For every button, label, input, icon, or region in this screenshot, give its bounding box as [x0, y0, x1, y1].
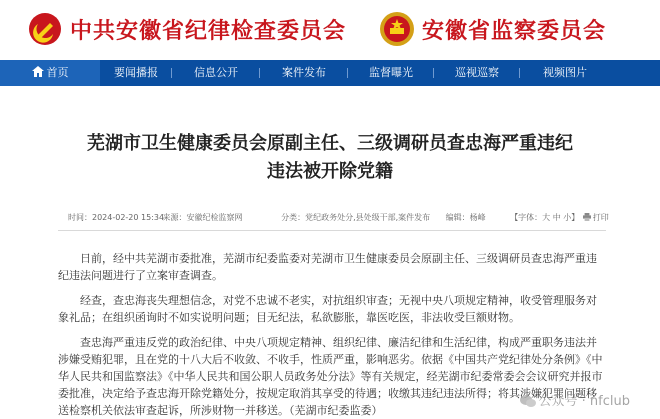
meta-source: 来源：安徽纪检监察网: [163, 212, 279, 223]
meta-time: 时间：2024-02-20 15:34: [68, 212, 160, 223]
print-icon: [583, 213, 591, 221]
nav-item-home[interactable]: [0, 60, 100, 86]
site-header: [0, 0, 660, 60]
nav-label: 视频图片: [543, 66, 587, 79]
article-title-line1: 芜湖市卫生健康委员会原副主任、三级调研员查忠海严重违纪: [0, 130, 660, 158]
nav-label: 信息公开: [194, 66, 238, 79]
watermark-text: 公众号 · nfclub: [539, 394, 630, 409]
article-meta: [68, 212, 598, 223]
article-paragraph-3: 查忠海严重违反党的政治纪律、中央八项规定精神、组织纪律、廉洁纪律和生活纪律，构成严重职务违法并涉嫌受贿犯罪，且在党的十八大后不收敛、不收手，性质严重，影响恶劣。依据《中国共产党纪律处分条例》《中华人民共和国监察法》《中华人民共和国公职人员政务处分法》等有关规定，经芜湖市纪委常委会会议研究并报市委批准，决定给予查忠海开除党籍处分，按规定取消其享受的待遇；收缴其违纪违法所得；将其涉嫌犯罪问题移送检察机关依法审查起诉，所涉财物一并移送。（芜湖市纪委监委）: [58, 334, 604, 419]
nav-item-video[interactable]: [520, 60, 610, 86]
nav-item-inspection[interactable]: [434, 60, 520, 86]
state-emblem-icon: [379, 11, 415, 47]
font-size-control[interactable]: 【字体：大 中 小】: [510, 212, 580, 223]
meta-divider: [58, 230, 606, 231]
article-title: [0, 130, 660, 186]
nav-item-news[interactable]: [100, 60, 172, 86]
nav-label: 巡视巡察: [455, 66, 499, 79]
nav-item-supervision[interactable]: [348, 60, 434, 86]
nav-label: 案件发布: [282, 66, 326, 79]
meta-category: 分类：党纪政务处分,县处级干部,案件发布: [281, 212, 443, 223]
article-paragraph-1: 日前，经中共芜湖市委批准，芜湖市纪委监委对芜湖市卫生健康委员会原副主任、三级调研员查忠海严重违纪违法问题进行了立案审查调查。: [58, 250, 604, 284]
meta-editor: 编辑：杨峰: [446, 212, 508, 223]
article-paragraph-2: 经查，查忠海丧失理想信念，对党不忠诚不老实，对抗组织审查；无视中央八项规定精神，收受管理服务对象礼品；在组织函询时不如实说明问题；目无纪法，私欲膨胀，靠医吃医，非法收受巨额财物。: [58, 292, 604, 326]
nav-label: 监督曝光: [369, 66, 413, 79]
nav-label: 首页: [47, 66, 69, 79]
nav-item-cases[interactable]: [260, 60, 348, 86]
main-nav: [0, 60, 660, 86]
header-title-right: 安徽省监察委员会: [422, 14, 606, 45]
home-icon: [32, 66, 44, 77]
nav-item-info[interactable]: [172, 60, 260, 86]
print-label: 打印: [593, 212, 609, 223]
print-button[interactable]: [583, 212, 609, 223]
wechat-icon: [520, 394, 536, 408]
article-title-line2: 违法被开除党籍: [0, 158, 660, 186]
nav-label: 要闻播报: [114, 66, 158, 79]
party-emblem-icon: [28, 12, 62, 46]
watermark: [520, 390, 630, 409]
header-title-left: 中共安徽省纪律检查委员会: [70, 14, 346, 45]
